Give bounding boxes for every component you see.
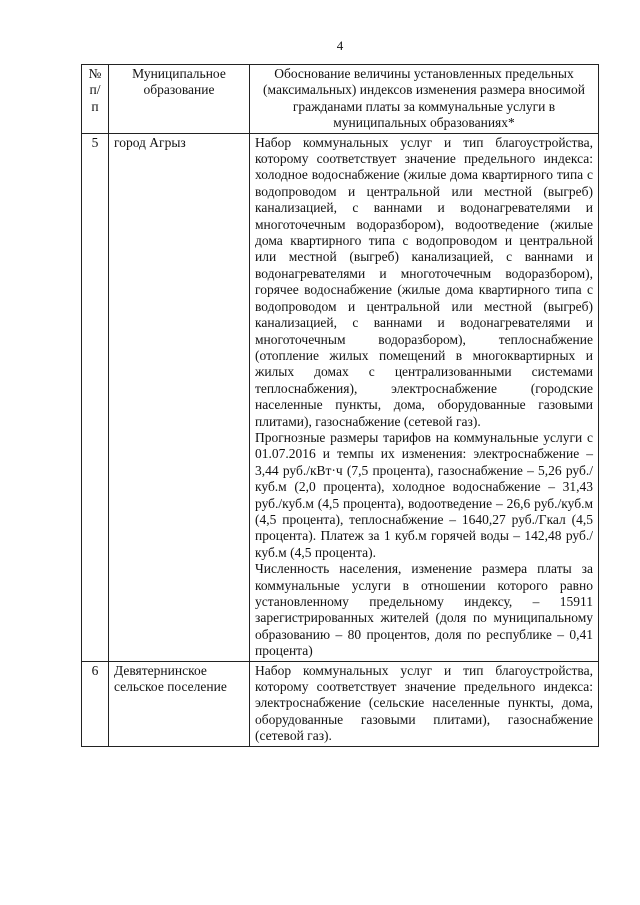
table-row bbox=[82, 133, 599, 661]
row-justification bbox=[250, 133, 599, 661]
page-number: 4 bbox=[336, 38, 344, 53]
justification-paragraph: Прогнозные размеры тарифов на коммунальные услуги с 01.07.2016 и темпы их изменения: электроснабжение – 3,44 руб./кВт·ч (7,5 процента), газоснабжение – 5,26 руб./куб.м (2,0 процента), холодное водоснабжение – 31,43 руб./куб.м (4,5 процента), водоотведение – 26,6 руб./куб.м (4,5 процента), теплоснабжение – 1640,27 руб./Гкал (4,5 процента). Платеж за 1 куб.м горячей воды – 142,48 руб./куб.м (4,5 процента). bbox=[255, 429, 593, 560]
header-municipality: Муниципальное образование bbox=[109, 65, 250, 134]
row-justification bbox=[250, 661, 599, 746]
tariff-index-table bbox=[81, 64, 599, 747]
row-municipality: город Агрыз bbox=[109, 133, 250, 661]
row-number: 5 bbox=[82, 133, 109, 661]
justification-paragraph: Численность населения, изменение размера платы за коммунальные услуги в отношении которого равно установленному предельному индексу, – 15911 зарегистрированных жителей (доля по муниципальному образованию – 80 процентов, доля по республике – 0,41 процента) bbox=[255, 561, 593, 659]
header-justification: Обоснование величины установленных предельных (максимальных) индексов изменения размера вносимой гражданами платы за коммунальные услуги в муниципальных образованиях* bbox=[250, 65, 599, 134]
row-municipality: Девятернинское сельское поселение bbox=[109, 661, 250, 746]
table-row bbox=[82, 661, 599, 746]
table-header-row bbox=[82, 65, 599, 134]
justification-paragraph: Набор коммунальных услуг и тип благоустройства, которому соответствует значение предельного индекса: холодное водоснабжение (жилые дома квартирного типа с водопроводом и центральной или местной (выгреб) канализацией, с ваннами и водонагревателями и многоточечным водоразбором), водоотведение (жилые дома квартирного типа с водопроводом и центральной или местной (выгреб) канализацией, с ваннами и водонагревателями и многоточечным водоразбором), горячее водоснабжение (жилые дома квартирного типа с водопроводом и центральной или местной (выгреб) канализацией, с ваннами и водонагревателями и многоточечным водоразбором), теплоснабжение (отопление жилых помещений в многоквартирных и жилых домах с централизованными системами теплоснабжения), электроснабжение (городские населенные пункты, дома, оборудованные газовыми плитами), газоснабжение (сетевой газ). bbox=[255, 134, 593, 429]
row-number: 6 bbox=[82, 661, 109, 746]
header-number: № п/п bbox=[82, 65, 109, 134]
justification-paragraph: Набор коммунальных услуг и тип благоустройства, которому соответствует значение предельного индекса: электроснабжение (сельские населенные пункты, дома, оборудованные газовыми плитами), газоснабжение (сетевой газ). bbox=[255, 662, 593, 744]
